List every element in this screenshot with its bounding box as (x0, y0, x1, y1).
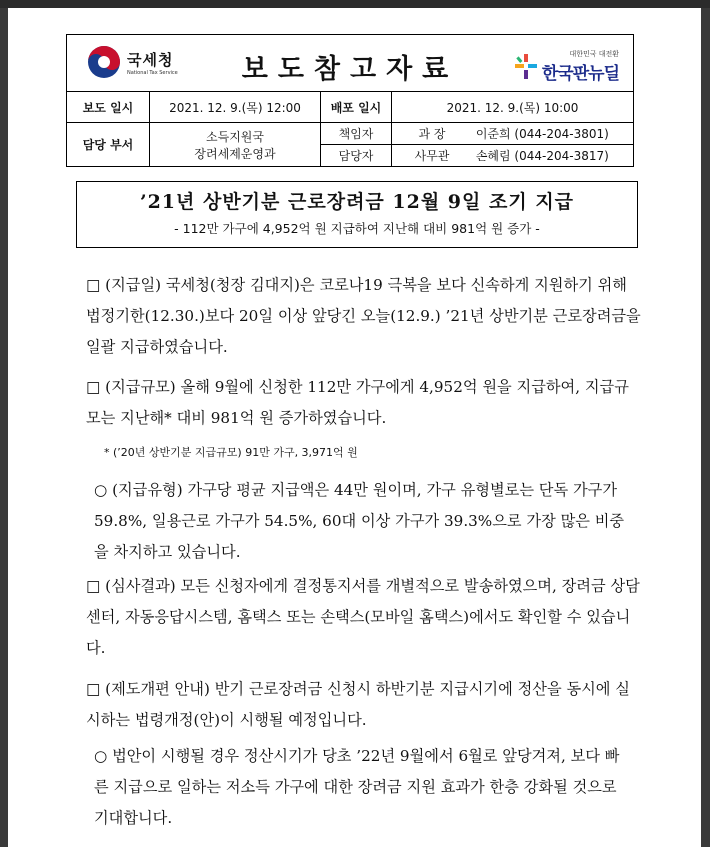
dept-value-1: 소득지원국 (206, 129, 264, 144)
dist-value: 2021. 12. 9.(목) 10:00 (392, 92, 634, 123)
staff-cell (392, 145, 634, 167)
resp-cell (392, 123, 634, 145)
paragraph-reform-effect: ○ 법안이 시행될 경우 정산시기가 당초 ’22년 9월에서 6월로 앞당겨져, 보다 빠른 지급으로 일하는 저소득 가구에 대한 장려금 지원 효과가 한층 강화될 것으로 기대합니다. (94, 747, 620, 827)
staff-label: 담당자 (321, 145, 392, 167)
paragraph-payment-scale: □ (지급규모) 올해 9월에 신청한 112만 가구에게 4,952억 원을 지급하여, 지급규모는 지난해* 대비 981억 원 증가하였습니다. (86, 378, 629, 427)
dept-label: 담당 부서 (67, 123, 150, 167)
report-label: 보도 일시 (67, 92, 150, 123)
staff-title: 사무관 (414, 149, 450, 163)
dept-value (150, 123, 321, 167)
agency-name: 국세청 (127, 50, 174, 69)
newdeal-big: 한국판뉴딜 (541, 64, 619, 84)
staff-name: 손혜림 (044-204-3817) (475, 149, 609, 163)
resp-title: 과 장 (418, 127, 446, 141)
summary-title: ’21년 상반기분 근로장려금 12월 9일 조기 지급 (139, 191, 575, 213)
resp-label: 책임자 (321, 123, 392, 145)
footnote: * (’20년 상반기분 지급규모) 91만 가구, 3,971억 원 (104, 446, 358, 459)
agency-sub: National Tax Service (127, 69, 178, 76)
title-row (67, 35, 634, 92)
doc-type-title: 보도참고자료 (241, 54, 459, 85)
summary-box (76, 181, 638, 248)
paragraph-review-result: □ (심사결과) 모든 신청자에게 결정통지서를 개별적으로 발송하였으며, 장려금 상담센터, 자동응답시스템, 홈택스 또는 손택스(모바일 홈택스)에서도 확인할 수 있습니다. (86, 577, 640, 657)
paragraph-payment-date: □ (지급일) 국세청(청장 김대지)은 코로나19 극복을 보다 신속하게 지원하기 위해 법정기한(12.30.)보다 20일 이상 앞당긴 오늘(12.9.) ’21년 상반기분 근로장려금을 일괄 지급하였습니다. (86, 276, 641, 356)
viewer-top-bar (0, 0, 710, 8)
dept-value-2: 장려세제운영과 (194, 146, 276, 161)
summary-subtitle: - 112만 가구에 4,952억 원 지급하여 지난해 대비 981억 원 증가 - (174, 221, 540, 236)
newdeal-icon (514, 53, 538, 81)
newdeal-logo (514, 49, 619, 84)
newdeal-small: 대한민국 대전환 (569, 50, 619, 58)
resp-name: 이준희 (044-204-3801) (475, 127, 609, 141)
dist-label: 배포 일시 (321, 92, 392, 123)
report-value: 2021. 12. 9.(목) 12:00 (150, 92, 321, 123)
paragraph-payment-type: ○ (지급유형) 가구당 평균 지급액은 44만 원이며, 가구 유형별로는 단독 가구가 59.8%, 일용근로 가구가 54.5%, 60대 이상 가구가 39.3%으로 가장 많은 비중을 차지하고 있습니다. (94, 481, 625, 561)
paragraph-reform-notice: □ (제도개편 안내) 반기 근로장려금 신청시 하반기분 지급시기에 정산을 동시에 실시하는 법령개정(안)이 시행될 예정입니다. (86, 680, 630, 729)
header-table (66, 34, 634, 167)
